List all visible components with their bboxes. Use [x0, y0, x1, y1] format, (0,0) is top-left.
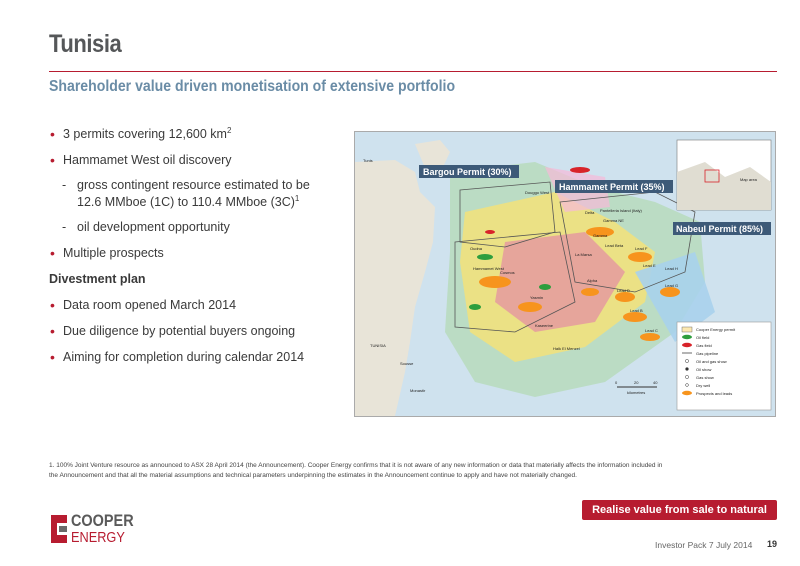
gas-field	[485, 230, 495, 234]
bullet-icon: •	[50, 323, 55, 339]
legend-label: Oil show	[696, 367, 712, 372]
place-sousse: Sousse	[400, 361, 414, 366]
bullet-due-diligence	[49, 323, 349, 340]
page-number: 19	[767, 539, 778, 549]
page-title: Tunisia	[49, 30, 122, 58]
bullet-text: Due diligence by potential buyers ongoing	[63, 324, 296, 338]
legend-label: Gas show	[696, 375, 714, 380]
dash-icon: -	[62, 178, 67, 192]
bullet-text: 3 permits covering 12,600 km	[63, 127, 227, 141]
legend-label: Prospects and leads	[696, 391, 733, 396]
logo-mark-icon	[49, 513, 69, 545]
field-label: Gamma	[593, 233, 608, 238]
bullet-icon: •	[50, 126, 55, 142]
place-monastir: Monastir	[410, 388, 426, 393]
field-label: Lead F	[635, 246, 648, 251]
section-heading: Divestment plan	[49, 272, 146, 286]
field-label: Halk El Menzel	[553, 346, 580, 351]
legend-label: Gas field	[696, 343, 712, 348]
field-label: Delta	[585, 210, 595, 215]
value-badge: Realise value from sale to natural owner	[582, 500, 777, 520]
legend-swatch-dry-well	[686, 384, 689, 387]
field-label: Lead D	[617, 288, 630, 293]
bullet-icon: •	[50, 349, 55, 365]
footnote: 1. 100% Joint Venture resource as announced to ASX 28 April 2014 (the Announcement). Cooper Energy confirms that it is not aware of any new information or data that materially affects the information included in the Announcement and that all the material assumptions and technical parameters underpinning the estimates in the Announcement continue to apply and have not materially changed.	[49, 462, 663, 479]
field-label: Lead B	[630, 308, 643, 313]
legend-label: Dry well	[696, 383, 711, 388]
oil-field	[469, 304, 481, 310]
legend-swatch-oil-show	[685, 367, 688, 370]
oil-field	[539, 284, 551, 290]
prospect-south	[518, 302, 542, 312]
prospect-lead-c	[640, 333, 660, 341]
field-label: Hammamet West	[473, 266, 504, 271]
hammamet-permit-label: Hammamet Permit (35%)	[559, 182, 665, 192]
superscript: 1	[294, 194, 300, 203]
field-label: Douggo West	[525, 190, 550, 195]
prospect-lead-d	[615, 292, 635, 302]
place-tunisia: TUNISIA	[370, 343, 386, 348]
field-label: Alpha	[587, 278, 598, 283]
legend-label: Oil field	[696, 335, 710, 340]
bullet-icon: •	[50, 297, 55, 313]
legend-label: Gas pipeline	[696, 351, 719, 356]
sub-item-text: oil development opportunity	[77, 220, 230, 234]
legend-swatch-gas	[682, 343, 692, 347]
logo-word-energy: ENERGY	[71, 529, 125, 546]
nabeul-permit-label: Nabeul Permit (85%)	[676, 224, 764, 234]
bullet-text: Hammamet West oil discovery	[63, 153, 232, 167]
oil-field	[477, 254, 493, 260]
company-logo	[49, 511, 149, 551]
bullet-icon: •	[50, 152, 55, 168]
sub-item-oil-dev	[49, 219, 349, 236]
field-label: Yasmin	[530, 295, 544, 300]
bullet-completion	[49, 349, 349, 366]
bargou-permit-label: Bargou Permit (30%)	[423, 167, 512, 177]
scale-label: 20	[634, 380, 639, 385]
inset-label: Map area	[740, 177, 757, 182]
field-label: Kaseerine	[535, 323, 554, 328]
prospect-hammamet	[479, 276, 511, 288]
field-label: Oudna	[470, 246, 483, 251]
field-label: Cosmos	[500, 270, 515, 275]
prospect-lead-b	[623, 312, 647, 322]
prospect-alpha	[581, 288, 599, 296]
sub-item-resource	[49, 177, 349, 194]
sub-item-text: 12.6 MMboe (1C) to 110.4 MMboe (3C)	[77, 195, 295, 209]
footer-caption: Investor Pack 7 July 2014	[655, 540, 753, 550]
scale-unit: kilometres	[627, 390, 646, 395]
field-label: Gamma NE	[603, 218, 624, 223]
bullet-icon: •	[50, 245, 55, 261]
field-label: Lead C	[645, 328, 658, 333]
superscript: 2	[226, 126, 232, 135]
place-tunis: Tunis	[363, 158, 373, 163]
permit-map	[354, 131, 776, 417]
logo-word-cooper: COOPER	[71, 511, 134, 530]
prospect-lead-f	[628, 252, 652, 262]
bullet-text: Multiple prospects	[63, 246, 164, 260]
bullet-permits	[49, 126, 349, 143]
map-legend	[677, 322, 771, 410]
bullet-data-room	[49, 297, 349, 314]
field-label: Lead G	[665, 283, 679, 288]
field-label: Lead H	[665, 266, 678, 271]
sub-item-resource-cont	[49, 194, 349, 211]
field-label: La Marsa	[575, 252, 592, 257]
legend-swatch-oil	[682, 335, 692, 339]
gas-field	[570, 167, 590, 173]
scale-label: 40	[653, 380, 658, 385]
sub-item-text: gross contingent resource estimated to be	[77, 178, 310, 192]
map-graphic	[355, 132, 775, 416]
legend-swatch-permit	[682, 327, 692, 332]
place-pantelleria: Pantelleria Island (Italy)	[600, 208, 642, 213]
bullet-text: Data room opened March 2014	[63, 298, 237, 312]
dash-icon: -	[62, 220, 67, 234]
legend-label: Cooper Energy permit	[696, 327, 736, 332]
bullet-hammamet	[49, 152, 349, 169]
title-divider	[49, 71, 777, 72]
bullet-text: Aiming for completion during calendar 2014	[63, 350, 305, 364]
prospect-lead-g	[660, 287, 680, 297]
legend-swatch-prospects	[682, 391, 692, 395]
scale-label: 0	[615, 380, 618, 385]
field-label: Lead E	[643, 263, 656, 268]
legend-label: Oil and gas show	[696, 359, 727, 364]
bullet-prospects	[49, 245, 349, 262]
field-label: Lead Beta	[605, 243, 624, 248]
page-subtitle: Shareholder value driven monetisation of extensive portfolio	[49, 78, 456, 95]
bullet-list	[49, 126, 349, 366]
